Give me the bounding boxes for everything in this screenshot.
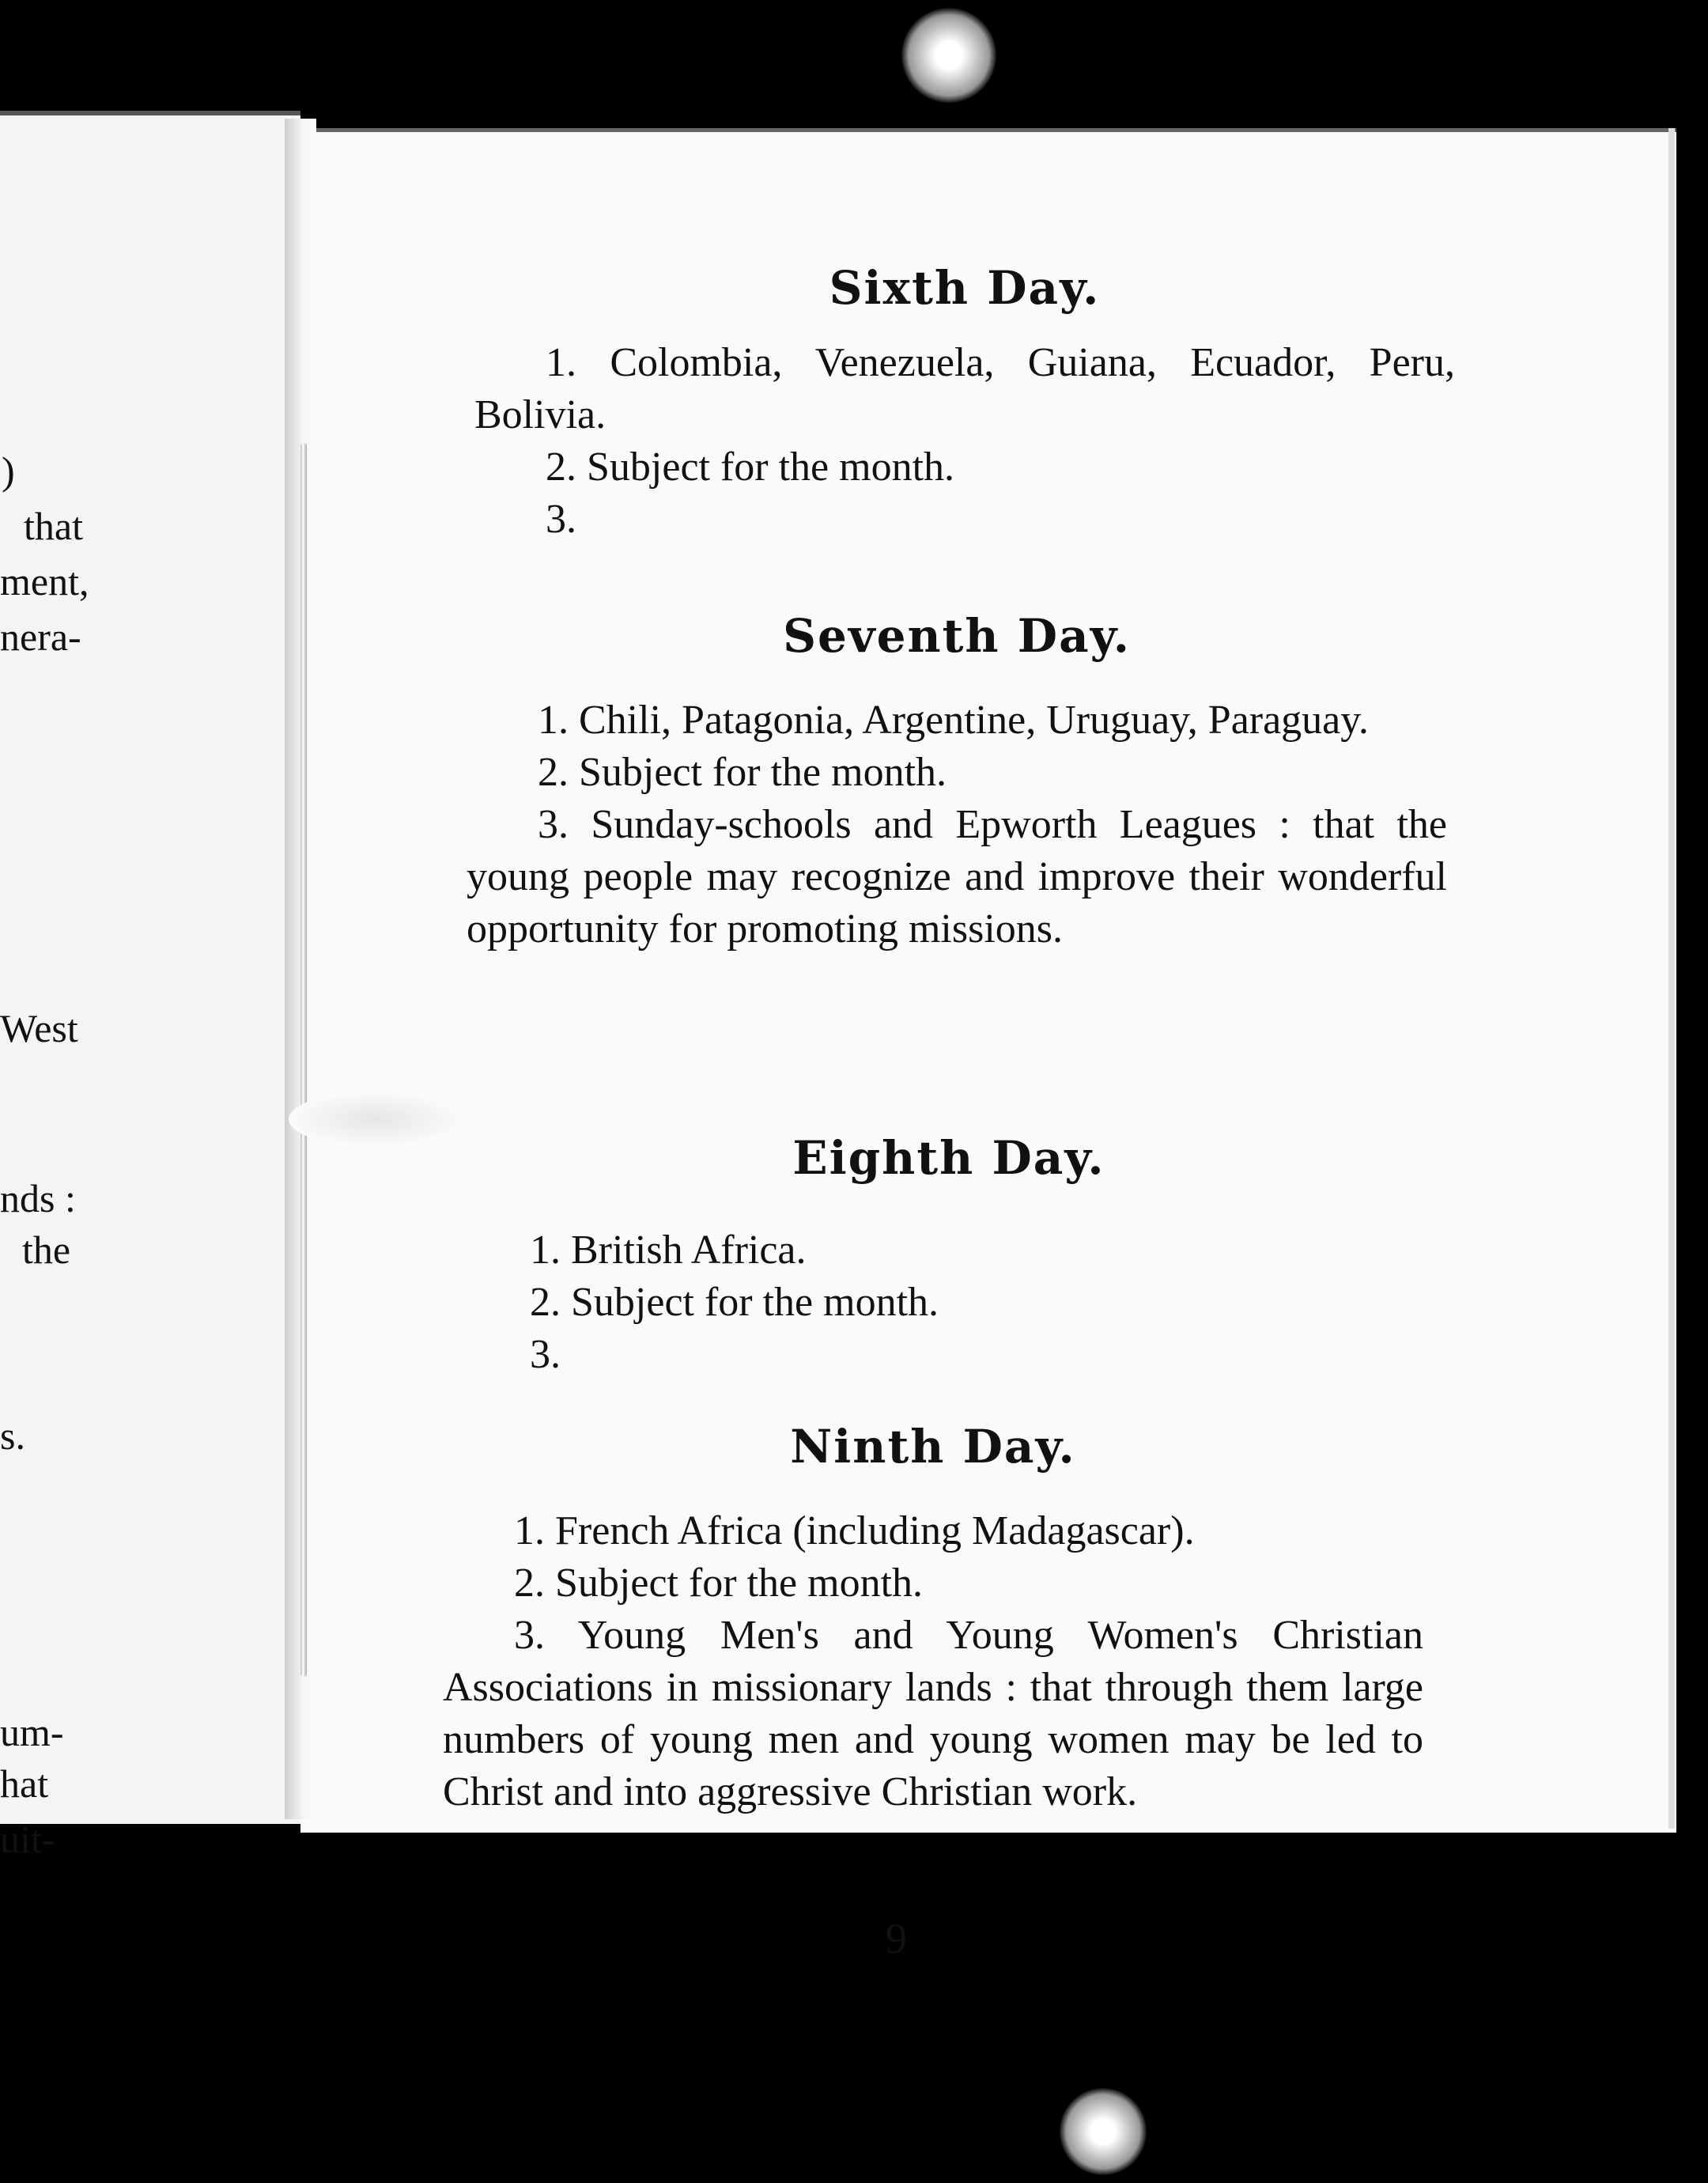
section-heading: Sixth Day.: [829, 261, 1101, 315]
list-item: 3. Sunday-schools and Epworth Leagues : that the young people may recognize and improve their wonderful opportunity for promoting missions.: [467, 802, 1447, 952]
binding-knot: [289, 1092, 463, 1147]
left-fragment: nds :: [0, 1176, 76, 1220]
list-item: 2. Subject for the month.: [530, 1280, 939, 1325]
section-heading: Eighth Day.: [792, 1131, 1105, 1185]
left-fragment: ): [2, 448, 15, 493]
page-edge: [1668, 128, 1675, 1829]
left-fragment: that: [24, 504, 83, 548]
left-fragment: nera-: [0, 615, 81, 659]
list-item: 2. Subject for the month.: [514, 1561, 924, 1606]
section-sixth-day: [474, 261, 1455, 546]
left-fragment: West: [0, 1006, 78, 1050]
list-item: 1. French Africa (including Madagascar).: [514, 1508, 1195, 1553]
list-item: 3. Young Men's and Young Women's Christian Associations in missionary lands : that through them large numbers of young men and young women may be led to Christ and into aggressive Christian work.: [443, 1613, 1423, 1814]
list-item: 2. Subject for the month.: [546, 445, 955, 490]
scan-blemish-bottom: [1060, 2088, 1147, 2175]
section-heading: Seventh Day.: [783, 609, 1131, 663]
section-seventh-day: [467, 609, 1447, 955]
page-number: 9: [886, 1915, 907, 1962]
left-fragment: um-: [0, 1710, 64, 1754]
left-fragment: s.: [0, 1413, 25, 1458]
left-fragment: ment,: [0, 559, 89, 603]
list-item: 1. Chili, Patagonia, Argentine, Uruguay, Paraguay.: [538, 698, 1369, 743]
left-fragment: uit-: [0, 1817, 55, 1861]
scan-blemish-top: [901, 8, 996, 103]
list-item: 3.: [530, 1332, 561, 1377]
list-item: 1. British Africa.: [530, 1228, 807, 1273]
left-fragment: hat: [0, 1761, 49, 1806]
left-page-text: [0, 0, 103, 2183]
section-heading: Ninth Day.: [790, 1420, 1076, 1474]
list-item: 3.: [546, 497, 576, 542]
list-item: 1. Colombia, Venezuela, Guiana, Ecuador, Peru, Bolivia.: [474, 340, 1455, 437]
binding-thread: [300, 443, 307, 1677]
section-eighth-day: [459, 1131, 1439, 1381]
list-item: 2. Subject for the month.: [538, 750, 947, 795]
left-fragment: the: [22, 1228, 71, 1272]
section-ninth-day: [443, 1420, 1423, 1818]
